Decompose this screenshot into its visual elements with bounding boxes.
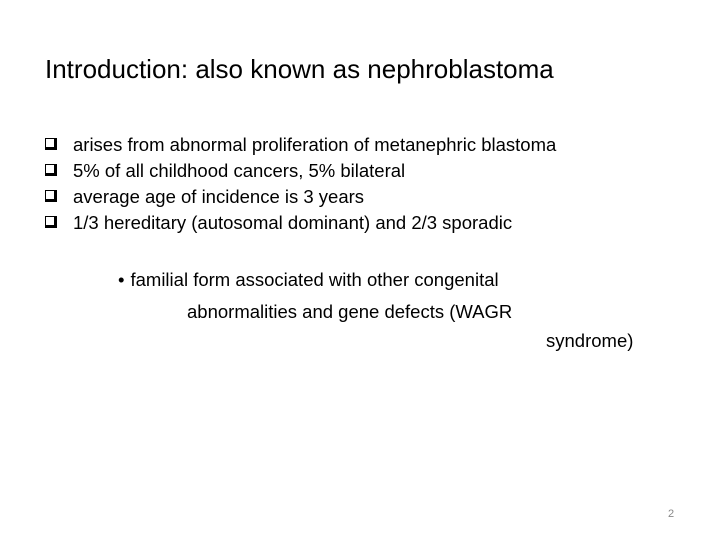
bullet-text: arises from abnormal proliferation of metanephric blastoma xyxy=(73,134,557,155)
checkbox-bullet-icon xyxy=(45,190,57,202)
bullet-text: 5% of all childhood cancers, 5% bilateral xyxy=(73,160,406,181)
sub-bullet-line-3: syndrome) xyxy=(546,330,634,351)
bullet-item xyxy=(45,210,685,236)
sub-bullet-dot-icon: • xyxy=(118,269,125,290)
bullet-text: 1/3 hereditary (autosomal dominant) and 2/3 sporadic xyxy=(73,212,513,233)
bullet-item xyxy=(45,132,685,158)
checkbox-bullet-icon xyxy=(45,138,57,150)
checkbox-bullet-icon xyxy=(45,216,57,228)
bullet-text: average age of incidence is 3 years xyxy=(73,186,365,207)
sub-bullet-line-2: abnormalities and gene defects (WAGR xyxy=(187,301,513,322)
checkbox-bullet-icon xyxy=(45,164,57,176)
page-number: 2 xyxy=(668,508,675,520)
sub-bullet-line-1 xyxy=(118,267,499,293)
bullet-item xyxy=(45,184,685,210)
bullet-item xyxy=(45,158,685,184)
sub-bullet-text: familial form associated with other congenital xyxy=(130,269,499,290)
slide-title: Introduction: also known as nephroblastoma xyxy=(45,54,554,84)
bullet-list xyxy=(45,132,685,236)
